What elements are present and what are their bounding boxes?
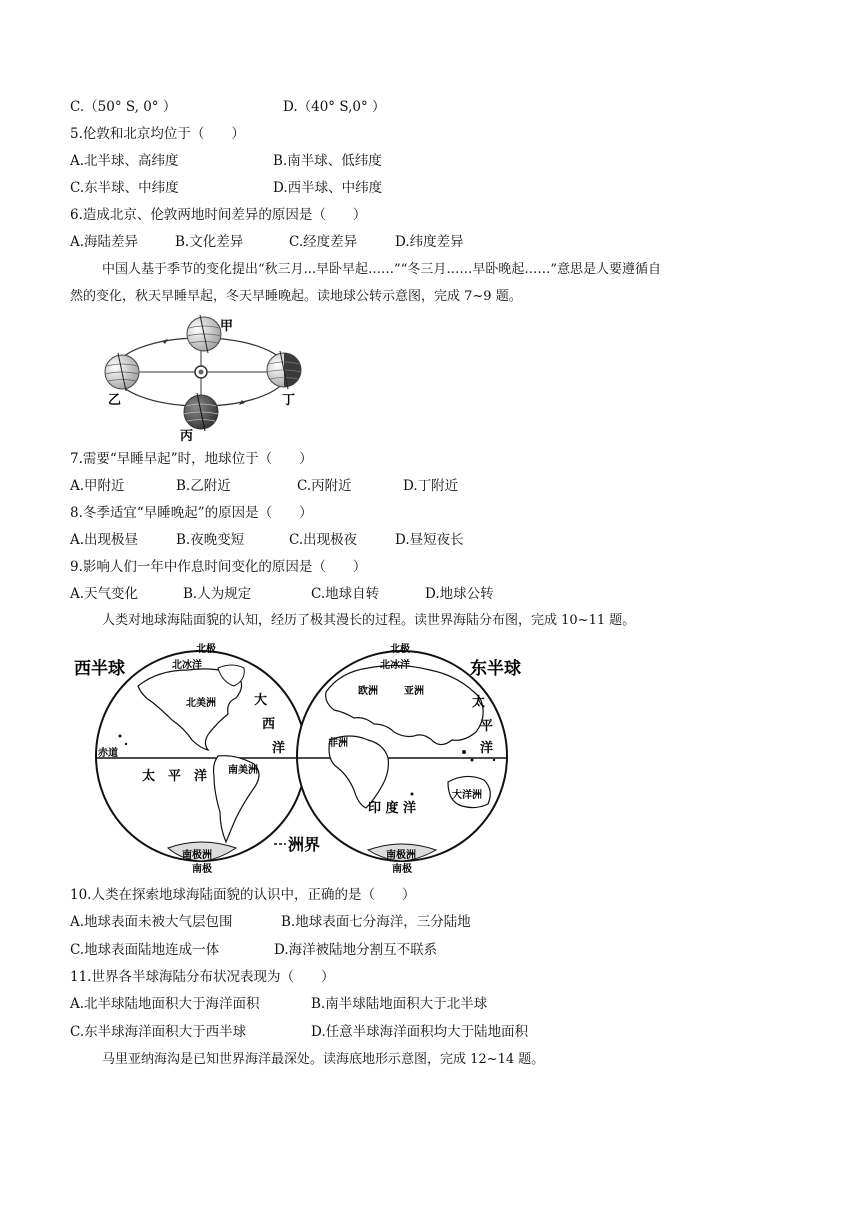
q9-option-a: A.天气变化 <box>70 586 139 602</box>
oceania-label: 大洋洲 <box>452 790 482 801</box>
q11-stem: 11.世界各半球海陆分布状况表现为（ ） <box>70 969 335 985</box>
q4-option-d: D.（40° S,0° ） <box>283 99 386 115</box>
q8-stem: 8.冬季适宜“早睡晚起”的原因是（ ） <box>70 505 313 521</box>
q9-option-c: C.地球自转 <box>311 586 380 602</box>
q8-option-b: B.夜晚变短 <box>176 532 245 548</box>
q5-stem: 5.伦敦和北京均位于（ ） <box>70 126 245 142</box>
east-arctic-ocean-label: 北冰洋 <box>380 660 410 671</box>
q6-stem: 6.造成北京、伦敦两地时间差异的原因是（ ） <box>70 207 367 223</box>
q10-option-a: A.地球表面未被大气层包围 <box>70 914 233 930</box>
q5-option-d: D.西半球、中纬度 <box>273 180 383 196</box>
q7-option-c: C.丙附近 <box>297 478 352 494</box>
q4-option-c: C.（50° S, 0° ） <box>70 99 177 115</box>
earth-ding <box>267 351 301 389</box>
q11-option-c: C.东半球海洋面积大于西半球 <box>70 1024 247 1040</box>
q8-option-d: D.昼短夜长 <box>395 532 464 548</box>
q6-option-b: B.文化差异 <box>175 234 244 250</box>
q10-option-c: C.地球表面陆地连成一体 <box>70 942 220 958</box>
q6-option-c: C.经度差异 <box>289 234 358 250</box>
q8-option-c: C.出现极夜 <box>289 532 358 548</box>
q11-option-b: B.南半球陆地面积大于北半球 <box>311 996 488 1012</box>
west-hemisphere-title: 西半球 <box>74 659 125 679</box>
earth-bing <box>184 393 218 431</box>
west-north-pole-label: 北极 <box>196 644 216 655</box>
world-sea-land-map <box>68 636 538 876</box>
west-pacific-char-3: 洋 <box>194 769 208 784</box>
asia-label: 亚洲 <box>404 686 424 697</box>
q8-option-a: A.出现极昼 <box>70 532 139 548</box>
europe-label: 欧洲 <box>358 686 378 697</box>
label-yi: 乙 <box>108 393 122 408</box>
east-north-pole-label: 北极 <box>390 644 410 655</box>
q6-option-a: A.海陆差异 <box>70 234 139 250</box>
intro-7-9-line2: 然的变化，秋天早睡早起，冬天早睡晚起。读地球公转示意图，完成 7~9 题。 <box>70 289 522 304</box>
q6-option-d: D.纬度差异 <box>395 234 464 250</box>
atlantic-char-1: 大 <box>254 693 268 708</box>
q7-stem: 7.需要“早睡早起”时，地球位于（ ） <box>70 451 313 467</box>
earth-jia <box>187 315 221 353</box>
label-bing: 丙 <box>180 429 194 444</box>
west-pacific-char-1: 太 <box>142 769 156 784</box>
west-arctic-ocean-label: 北冰洋 <box>172 660 202 671</box>
earth-yi <box>105 353 139 391</box>
west-pacific-char-2: 平 <box>168 769 182 784</box>
east-antarctica-label: 南极洲 <box>386 850 416 861</box>
q10-option-d: D.海洋被陆地分割互不联系 <box>274 942 438 958</box>
east-pacific-char-1: 太 <box>472 695 486 710</box>
atlantic-char-2: 西 <box>262 717 276 732</box>
east-south-pole-label: 南极 <box>392 864 412 875</box>
north-america-label: 北美洲 <box>186 698 216 709</box>
q7-option-b: B.乙附近 <box>176 478 231 494</box>
label-ding: 丁 <box>282 393 296 408</box>
indian-ocean-label: 印 度 洋 <box>368 801 417 816</box>
intro-12-14: 马里亚纳海沟是已知世界海洋最深处。读海底地形示意图，完成 12~14 题。 <box>102 1052 545 1067</box>
q5-option-b: B.南半球、低纬度 <box>273 153 382 169</box>
south-america-label: 南美洲 <box>228 765 258 776</box>
q5-option-c: C.东半球、中纬度 <box>70 180 179 196</box>
east-pacific-char-3: 洋 <box>480 741 494 756</box>
east-hemisphere-title: 东半球 <box>470 659 521 679</box>
atlantic-char-3: 洋 <box>272 741 286 756</box>
equator-label: 赤道 <box>98 748 118 759</box>
q7-option-d: D.丁附近 <box>403 478 459 494</box>
earth-orbit-diagram <box>100 312 330 444</box>
africa-label: 非洲 <box>328 738 348 749</box>
continent-boundary-legend-label: 洲界 <box>288 835 321 854</box>
q9-stem: 9.影响人们一年中作息时间变化的原因是（ ） <box>70 559 367 575</box>
intro-10-11: 人类对地球海陆面貌的认知，经历了极其漫长的过程。读世界海陆分布图，完成 10~11 题。 <box>102 613 636 628</box>
east-pacific-char-2: 平 <box>480 719 494 734</box>
q10-option-b: B.地球表面七分海洋，三分陆地 <box>281 914 471 930</box>
west-south-pole-label: 南极 <box>192 864 212 875</box>
q5-option-a: A.北半球、高纬度 <box>70 153 179 169</box>
q11-option-a: A.北半球陆地面积大于海洋面积 <box>70 996 260 1012</box>
west-antarctica-label: 南极洲 <box>182 850 212 861</box>
q9-option-b: B.人为规定 <box>183 586 252 602</box>
q11-option-d: D.任意半球海洋面积均大于陆地面积 <box>311 1024 529 1040</box>
q10-stem: 10.人类在探索地球海陆面貌的认识中，正确的是（ ） <box>70 887 416 903</box>
q9-option-d: D.地球公转 <box>425 586 494 602</box>
intro-7-9-line1: 中国人基于季节的变化提出“秋三月...早卧早起……”“冬三月……早卧晚起……”意思是人要遵循自 <box>102 262 661 277</box>
label-jia: 甲 <box>220 319 234 334</box>
q7-option-a: A.甲附近 <box>70 478 125 494</box>
